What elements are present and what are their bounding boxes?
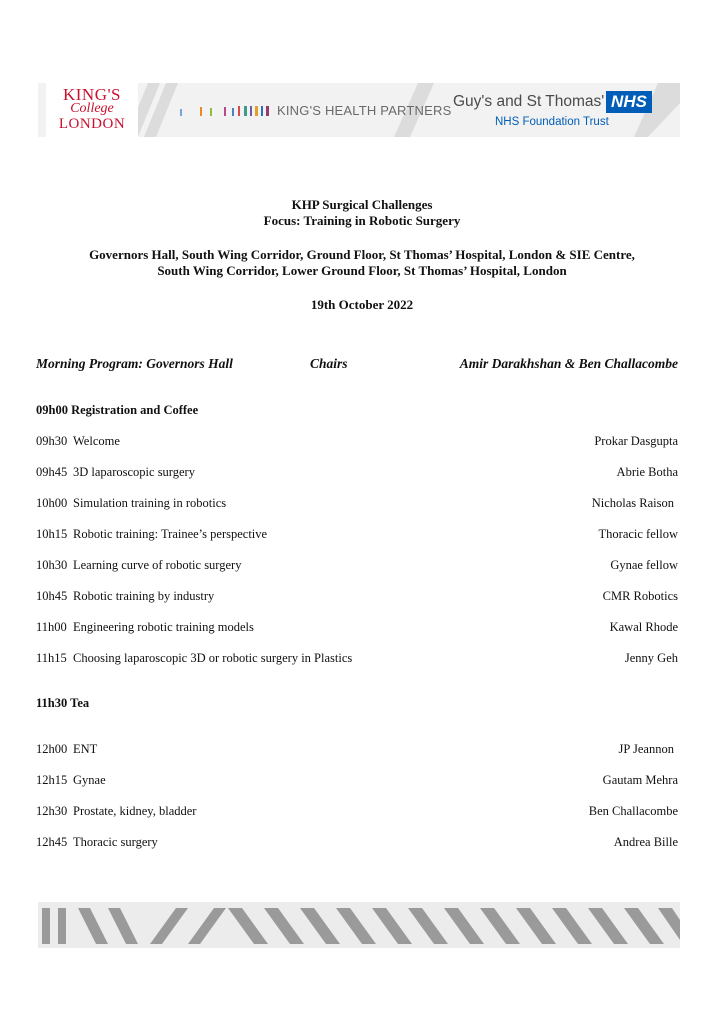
row-speaker: Kawal Rhode	[609, 620, 678, 634]
schedule-row	[36, 651, 678, 667]
registration-heading: 09h00 Registration and Coffee	[36, 403, 199, 417]
row-topic: Prostate, kidney, bladder	[73, 804, 197, 818]
row-topic: Learning curve of robotic surgery	[73, 558, 242, 572]
row-speaker: Thoracic fellow	[598, 527, 678, 541]
footer-stripe-band	[38, 902, 680, 948]
nhs-logo: NHS	[606, 91, 652, 113]
row-time: 12h00	[36, 742, 68, 756]
kcl-logo-line-3: LONDON	[58, 116, 126, 132]
schedule-row	[36, 589, 678, 605]
row-time: 11h15	[36, 651, 67, 665]
row-time: 11h00	[36, 620, 67, 634]
schedule-row	[36, 434, 678, 450]
schedule-row	[36, 527, 678, 543]
schedule-row	[36, 773, 678, 789]
row-speaker: Prokar Dasgupta	[594, 434, 678, 448]
schedule-row	[36, 804, 678, 820]
schedule-row	[36, 835, 678, 851]
row-time: 09h30	[36, 434, 68, 448]
row-speaker: Gynae fellow	[610, 558, 678, 572]
row-speaker: Ben Challacombe	[588, 804, 678, 818]
row-topic: Simulation training in robotics	[73, 496, 227, 510]
event-title: KHP Surgical Challenges	[291, 197, 433, 212]
kings-college-london-logo	[46, 83, 138, 137]
row-topic: 3D laparoscopic surgery	[73, 465, 195, 479]
row-speaker: Gautam Mehra	[602, 773, 678, 787]
row-speaker: Andrea Bille	[613, 835, 678, 849]
schedule-row	[36, 465, 678, 481]
row-time: 12h45	[36, 835, 68, 849]
row-speaker: Abrie Botha	[616, 465, 678, 479]
row-time: 10h15	[36, 527, 68, 541]
row-time: 09h45	[36, 465, 68, 479]
row-speaker: Jenny Geh	[624, 651, 678, 665]
chairs-label: Chairs	[310, 356, 348, 371]
schedule-row	[36, 496, 678, 512]
header-logo-band	[38, 83, 680, 137]
row-speaker: CMR Robotics	[602, 589, 678, 603]
program-session-label: Morning Program: Governors Hall	[36, 356, 233, 371]
row-topic: Gynae	[73, 773, 106, 787]
row-topic: ENT	[73, 742, 98, 756]
row-topic: Welcome	[73, 434, 120, 448]
row-time: 10h45	[36, 589, 68, 603]
venue-line-2: South Wing Corridor, Lower Ground Floor, St Thomas’ Hospital, London	[157, 263, 567, 278]
schedule-row	[36, 558, 678, 574]
guys-st-thomas-logo-text: Guy's and St Thomas'	[453, 93, 605, 110]
row-speaker: JP Jeannon	[618, 742, 674, 756]
schedule-row	[36, 620, 678, 636]
row-time: 12h30	[36, 804, 68, 818]
row-time: 10h30	[36, 558, 68, 572]
row-topic: Robotic training by industry	[73, 589, 215, 603]
event-focus: Focus: Training in Robotic Surgery	[263, 213, 461, 228]
tea-break-heading: 11h30 Tea	[36, 696, 90, 710]
schedule-row	[36, 742, 678, 758]
row-topic: Choosing laparoscopic 3D or robotic surgery in Plastics	[73, 651, 353, 665]
row-topic: Engineering robotic training models	[73, 620, 254, 634]
row-topic: Thoracic surgery	[73, 835, 158, 849]
chairs-names: Amir Darakhshan & Ben Challacombe	[459, 356, 678, 371]
venue-line-1: Governors Hall, South Wing Corridor, Ground Floor, St Thomas’ Hospital, London & SIE Centre,	[89, 247, 635, 262]
row-time: 12h15	[36, 773, 68, 787]
khp-color-bars-icon	[180, 104, 274, 118]
kcl-logo-line-1: KING'S	[62, 85, 121, 104]
footer-stripe-pattern	[38, 902, 680, 948]
row-time: 10h00	[36, 496, 68, 510]
event-date: 19th October 2022	[310, 297, 414, 312]
kings-health-partners-logo: KING'S HEALTH PARTNERS	[277, 103, 452, 118]
row-speaker: Nicholas Raison	[591, 496, 674, 510]
nhs-foundation-trust-text: NHS Foundation Trust	[495, 116, 609, 128]
kcl-logo-line-2: College	[70, 101, 114, 116]
row-topic: Robotic training: Trainee’s perspective	[73, 527, 268, 541]
